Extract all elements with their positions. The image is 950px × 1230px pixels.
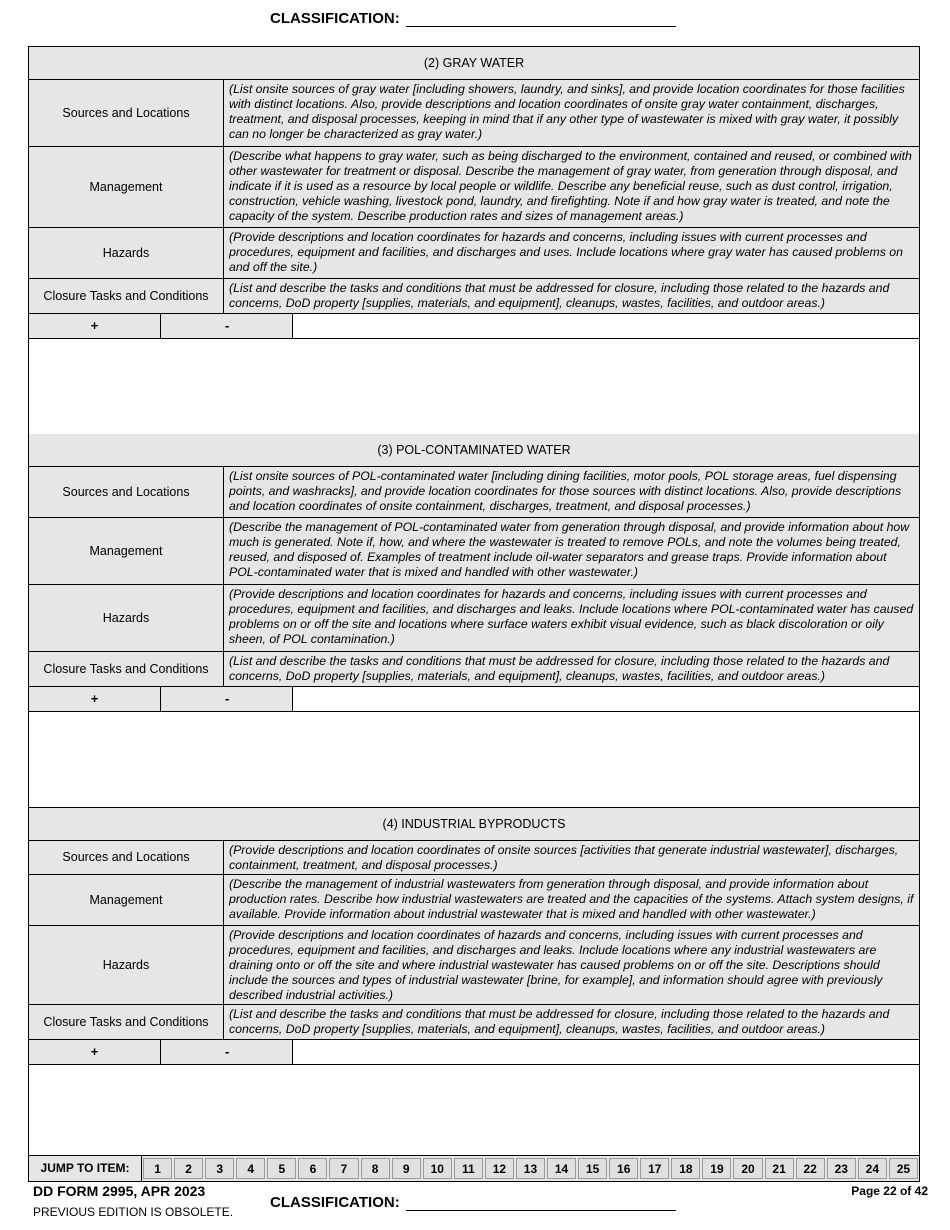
jump-item-button[interactable]: 17: [640, 1158, 669, 1179]
row-closure-tasks: [29, 1005, 919, 1040]
row-label: Closure Tasks and Conditions: [29, 652, 224, 686]
jump-item-button[interactable]: 18: [671, 1158, 700, 1179]
section-industrial-byproducts: [29, 808, 919, 1155]
jump-item-button[interactable]: 4: [236, 1158, 265, 1179]
row-description[interactable]: (List and describe the tasks and conditions that must be addressed for closure, including those related to the hazards and concerns, DoD property [supplies, materials, and equipment], cleanups, wastes, facilities, and outdoor areas.): [224, 652, 919, 686]
jump-item-button[interactable]: 16: [609, 1158, 638, 1179]
jump-to-item-bar: [28, 1156, 920, 1182]
jump-label: JUMP TO ITEM:: [29, 1156, 142, 1181]
row-label: Management: [29, 518, 224, 584]
jump-item-button[interactable]: 5: [267, 1158, 296, 1179]
button-row-fill: [293, 1040, 919, 1064]
row-hazards: [29, 228, 919, 279]
row-label: Sources and Locations: [29, 841, 224, 874]
row-sources-locations: [29, 80, 919, 147]
form-number: DD FORM 2995, APR 2023: [33, 1183, 206, 1199]
row-label: Management: [29, 875, 224, 925]
jump-item-button[interactable]: 2: [174, 1158, 203, 1179]
add-remove-row: [29, 314, 919, 339]
page-number: Page 22 of 42: [851, 1184, 928, 1198]
row-description[interactable]: (Describe the management of POL-contaminated water from generation through disposal, and provide information about how much is generated. Note if, how, and where the wastewater is treated to remove POLs, and note the volumes being treated, reused, and disposed of. Examples of treatment include oil-water separators and grease traps. Provide information about POL-contaminated water that is mixed and handled with other wastewater.): [224, 518, 919, 584]
row-description[interactable]: (Provide descriptions and location coordinates of hazards and concerns, including issues with current processes and procedures, equipment and facilities, and discharges and leaks. Include locations where any industrial wastewaters are draining onto or off the site and where industrial wastewater has caused problems on or off the site. Descriptions should include the sources and types of industrial wastewater [brine, for example], and information should agree with previously described industrial activities.): [224, 926, 919, 1004]
row-management: [29, 147, 919, 228]
row-closure-tasks: [29, 652, 919, 687]
row-description[interactable]: (Provide descriptions and location coordinates for hazards and concerns, including issues with current processes and procedures, equipment and facilities, and discharges and leaks. Include locations where POL-contaminated water has caused problems on or off the site and locations where surface waters exhibit visual evidence, such as black discoloration or oily sheen, of POL contamination.): [224, 585, 919, 651]
row-hazards: [29, 926, 919, 1005]
section-title: (2) GRAY WATER: [29, 47, 919, 80]
section-gray-water: [29, 47, 919, 435]
row-label: Hazards: [29, 228, 224, 278]
row-description[interactable]: (List onsite sources of POL-contaminated water [including dining facilities, motor pools, POL storage areas, fuel dispensing points, and washracks], and provide location coordinates for those sources with distinct locations. Also, provide descriptions and location coordinates of onsite containment, discharges, treatment, and disposal processes.): [224, 467, 919, 517]
row-sources-locations: [29, 841, 919, 875]
jump-item-button[interactable]: 10: [423, 1158, 452, 1179]
row-sources-locations: [29, 467, 919, 518]
jump-item-button[interactable]: 13: [516, 1158, 545, 1179]
jump-item-button[interactable]: 8: [361, 1158, 390, 1179]
jump-item-button[interactable]: 22: [796, 1158, 825, 1179]
add-remove-row: [29, 1040, 919, 1065]
add-row-button[interactable]: +: [29, 314, 161, 338]
jump-item-button[interactable]: 7: [329, 1158, 358, 1179]
jump-item-button[interactable]: 23: [827, 1158, 856, 1179]
section-title: (3) POL-CONTAMINATED WATER: [29, 434, 919, 467]
row-label: Sources and Locations: [29, 80, 224, 146]
button-row-fill: [293, 314, 919, 338]
row-closure-tasks: [29, 279, 919, 314]
section-pol-contaminated-water: [29, 434, 919, 808]
add-row-button[interactable]: +: [29, 687, 161, 711]
add-remove-row: [29, 687, 919, 712]
row-label: Hazards: [29, 926, 224, 1004]
remove-row-button[interactable]: -: [161, 1040, 293, 1064]
jump-item-button[interactable]: 24: [858, 1158, 887, 1179]
row-description[interactable]: (List and describe the tasks and conditions that must be addressed for closure, including those related to the hazards and concerns, DoD property [supplies, materials, and equipment], cleanups, wastes, facilities, and outdoor areas.): [224, 279, 919, 313]
classification-label: CLASSIFICATION:: [270, 10, 400, 27]
row-description[interactable]: (List and describe the tasks and conditions that must be addressed for closure, including those related to the hazards and concerns, DoD property [supplies, materials, and equipment], cleanups, wastes, facilities, and outdoor areas.): [224, 1005, 919, 1039]
jump-item-button[interactable]: 3: [205, 1158, 234, 1179]
row-management: [29, 875, 919, 926]
classification-bottom: [270, 1194, 676, 1211]
row-label: Sources and Locations: [29, 467, 224, 517]
classification-field[interactable]: [406, 1195, 676, 1211]
jump-item-button[interactable]: 14: [547, 1158, 576, 1179]
jump-item-button[interactable]: 19: [702, 1158, 731, 1179]
row-label: Closure Tasks and Conditions: [29, 1005, 224, 1039]
entry-area[interactable]: [29, 712, 919, 808]
form-frame: [28, 46, 920, 1156]
jump-item-button[interactable]: 12: [485, 1158, 514, 1179]
jump-item-button[interactable]: 9: [392, 1158, 421, 1179]
jump-item-button[interactable]: 15: [578, 1158, 607, 1179]
remove-row-button[interactable]: -: [161, 687, 293, 711]
entry-area[interactable]: [29, 339, 919, 435]
remove-row-button[interactable]: -: [161, 314, 293, 338]
previous-edition-note: PREVIOUS EDITION IS OBSOLETE.: [33, 1205, 234, 1219]
row-description[interactable]: (Provide descriptions and location coordinates of onsite sources [activities that generate industrial wastewater], discharges, containment, treatment, and disposal processes.): [224, 841, 919, 874]
jump-item-button[interactable]: 1: [143, 1158, 172, 1179]
row-label: Hazards: [29, 585, 224, 651]
jump-item-button[interactable]: 11: [454, 1158, 483, 1179]
row-label: Management: [29, 147, 224, 227]
row-description[interactable]: (List onsite sources of gray water [including showers, laundry, and sinks], and provide location coordinates for those facilities with distinct locations. Also, provide descriptions and location coordinates of onsite gray water containment, discharges, treatment, and disposal processes, keeping in mind that if any other type of wastewater is mixed with gray water, it possibly can no longer be characterized as gray water.): [224, 80, 919, 146]
jump-item-button[interactable]: 25: [889, 1158, 918, 1179]
jump-item-button[interactable]: 6: [298, 1158, 327, 1179]
row-description[interactable]: (Describe what happens to gray water, such as being discharged to the environment, contained and reused, or combined with other wastewater for treatment or disposal. Describe the management of gray water, from generation through disposal, and indicate if it is used as a resource by local people or wildlife. Describe any beneficial reuse, such as dust control, irrigation, construction, vehicle washing, livestock pond, laundry, and firefighting. Note if and how gray water is treated, and note the capacity of the system. Describe production rates and sizes of management areas.): [224, 147, 919, 227]
add-row-button[interactable]: +: [29, 1040, 161, 1064]
classification-label: CLASSIFICATION:: [270, 1194, 400, 1211]
classification-field[interactable]: [406, 11, 676, 27]
classification-top: [270, 10, 676, 27]
row-description[interactable]: (Describe the management of industrial wastewaters from generation through disposal, and provide information about production rates. Describe how industrial wastewaters are treated and the capacities of the systems. Attach system designs, if available. Provide information about industrial wastewater that is mixed and handled with other wastewater.): [224, 875, 919, 925]
jump-item-button[interactable]: 21: [765, 1158, 794, 1179]
button-row-fill: [293, 687, 919, 711]
row-hazards: [29, 585, 919, 652]
section-title: (4) INDUSTRIAL BYPRODUCTS: [29, 808, 919, 841]
row-label: Closure Tasks and Conditions: [29, 279, 224, 313]
row-description[interactable]: (Provide descriptions and location coordinates for hazards and concerns, including issues with current processes and procedures, equipment and facilities, and discharges and uses. Include locations where gray water has caused problems on and off the site.): [224, 228, 919, 278]
jump-item-button[interactable]: 20: [733, 1158, 762, 1179]
row-management: [29, 518, 919, 585]
entry-area[interactable]: [29, 1065, 919, 1155]
